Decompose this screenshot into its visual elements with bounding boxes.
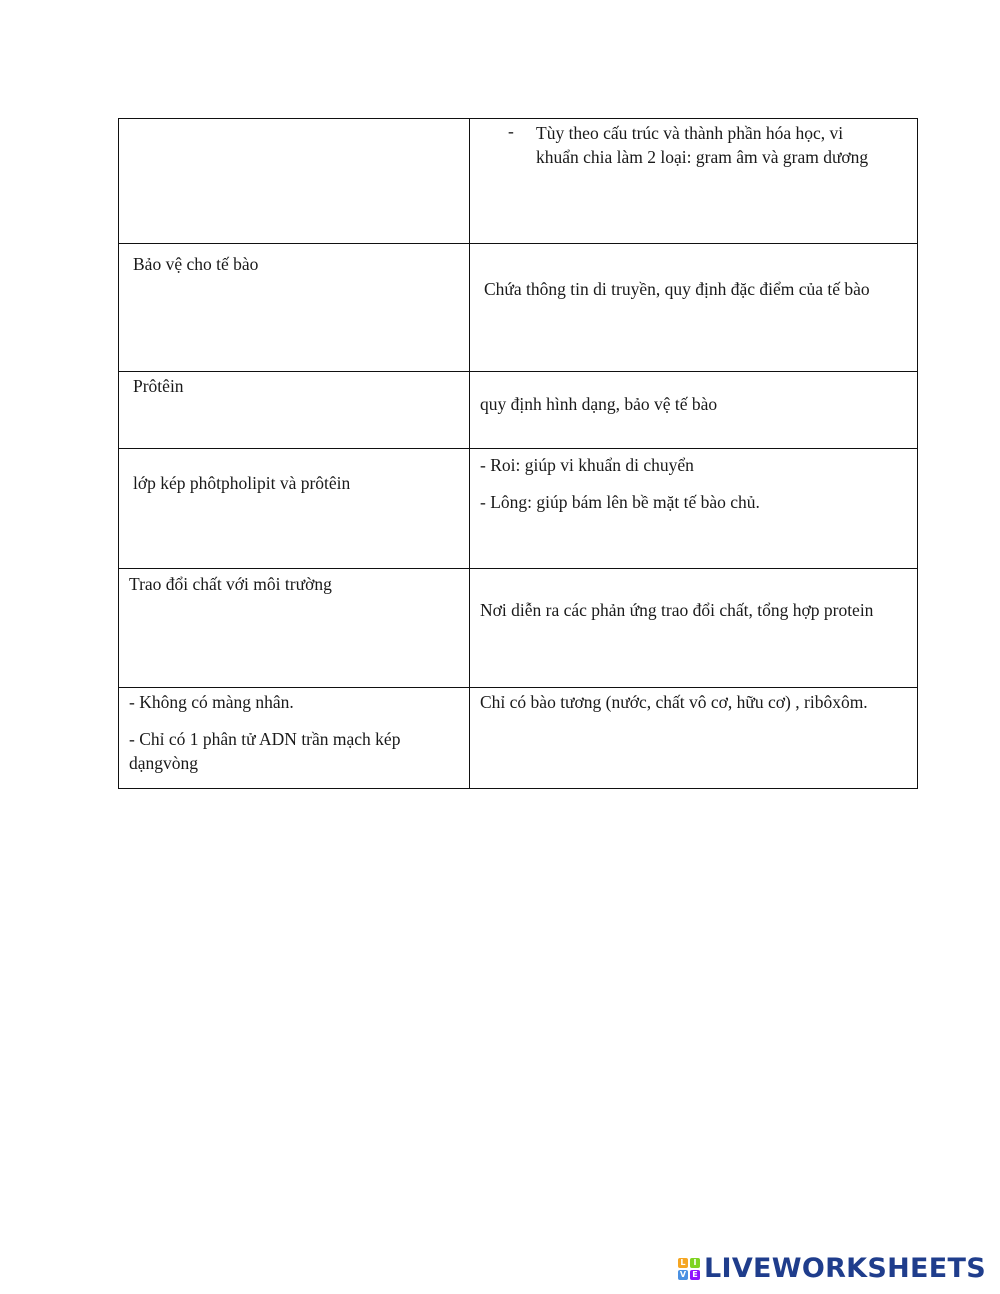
cell-line: - Lông: giúp bám lên bề mặt tế bào chủ. [480, 492, 760, 512]
cell-text: lớp kép phôtpholipit và prôtêin [133, 473, 351, 493]
table-cell-right [470, 688, 918, 789]
cell-text: Bảo vệ cho tế bào [133, 254, 259, 274]
cell-text: Prôtêin [133, 376, 184, 396]
cell-text: Nơi diễn ra các phản ứng trao đổi chất, tổng hợp protein [480, 600, 874, 620]
liveworksheets-logo [678, 1253, 986, 1284]
table-cell-left [119, 449, 470, 569]
table-cell-left [119, 569, 470, 688]
cell-text: Chỉ có bào tương (nước, chất vô cơ, hữu cơ) , ribôxôm. [480, 692, 868, 712]
table-cell-left [119, 244, 470, 372]
cell-line: - Không có màng nhân. [129, 692, 294, 712]
logo-badge-icon: L I V E [678, 1258, 700, 1280]
table-row [119, 372, 918, 449]
cell-line: - Chỉ có 1 phân tử ADN trần mạch kép dạngvòng [129, 729, 401, 773]
table-row [119, 244, 918, 372]
table-row [119, 449, 918, 569]
cell-text: quy định hình dạng, bảo vệ tế bào [480, 394, 718, 414]
table-cell-right [470, 449, 918, 569]
table-cell-left [119, 119, 470, 244]
table-cell-right [470, 372, 918, 449]
logo-text: LIVEWORKSHEETS [703, 1253, 986, 1284]
table-cell-left [119, 688, 470, 789]
table-row [119, 119, 918, 244]
table-cell-left [119, 372, 470, 449]
table-cell-right [470, 244, 918, 372]
cell-text: Trao đổi chất với môi trường [129, 574, 332, 594]
table-cell-right [470, 119, 918, 244]
cell-text: Chứa thông tin di truyền, quy định đặc điểm của tế bào [484, 279, 870, 299]
dash-bullet: - [508, 121, 514, 141]
cell-line: - Roi: giúp vi khuẩn di chuyển [480, 455, 694, 475]
table-cell-right [470, 569, 918, 688]
table-row [119, 569, 918, 688]
worksheet-table [118, 118, 918, 789]
dash-list-item [470, 119, 917, 169]
table-row [119, 688, 918, 789]
list-item-text: Tùy theo cấu trúc và thành phần hóa học, vi khuẩn chia làm 2 loại: gram âm và gram dương [536, 123, 869, 167]
